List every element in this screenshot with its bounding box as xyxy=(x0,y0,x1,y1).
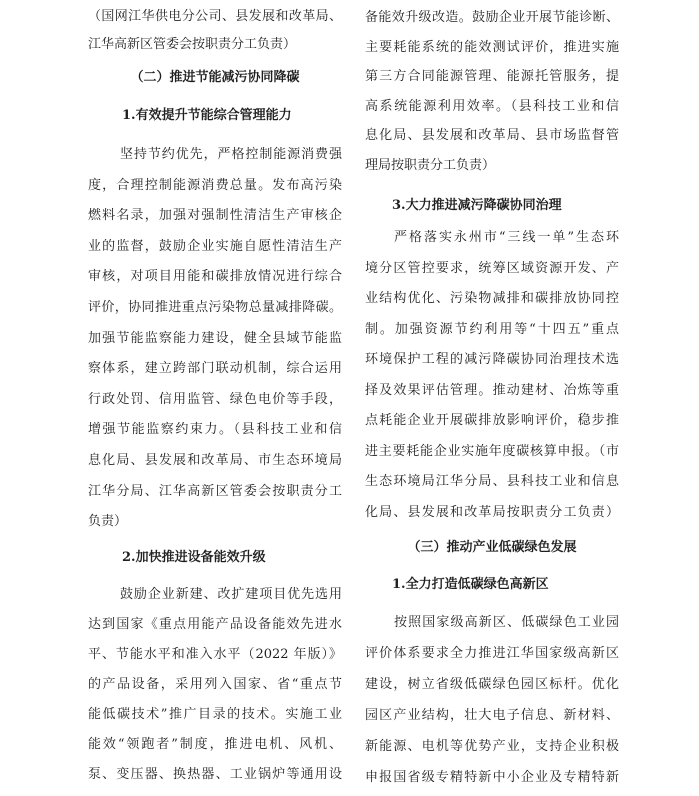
text-line: 业的监督，鼓励企业实施自愿性清洁生产 xyxy=(88,238,342,254)
text-line: 坚持节约优先，严格控制能源消费强 xyxy=(120,147,342,162)
text-line: 达到国家《重点用能产品设备能效先进水 xyxy=(88,616,342,632)
text-line: 江华分局、江华高新区管委会按职责分工 xyxy=(88,483,342,499)
text-line: 建设，树立省级低碳绿色园区标杆。优化 xyxy=(365,677,619,692)
text-line: 行政处罚、信用监管、绿色电价等手段， xyxy=(88,391,342,407)
text-line: 的产品设备，采用列入国家、省“重点节 xyxy=(88,676,342,692)
paragraph xyxy=(88,140,342,538)
text-line: 度，合理控制能源消费总量。发布高污染 xyxy=(88,177,342,193)
text-line: 第三方合同能源管理、能源托管服务，提 xyxy=(365,69,619,84)
text-line: 燃料名录，加强对强制性清洁生产审核企 xyxy=(88,208,342,224)
text-line: 评价，协同推进重点污染物总量减排降碳。 xyxy=(88,299,342,315)
item-title: 3.大力推进减污降碳协同治理 xyxy=(392,198,562,213)
right-column xyxy=(365,3,619,793)
text-line: 鼓励企业新建、改扩建项目优先选用 xyxy=(120,586,342,602)
text-line: 增强节能监察约束力。（县科技工业和信 xyxy=(88,422,342,438)
text-line: 境分区管控要求，统筹区域资源开发、产 xyxy=(365,260,619,276)
text-line: 备能效升级改造。鼓励企业开展节能诊断、 xyxy=(365,10,619,25)
text-line: 点耗能企业开展碳排放影响评价，稳步推 xyxy=(365,413,619,428)
paragraph xyxy=(365,223,619,528)
text-line: 环境保护工程的减污降碳协同治理技术选 xyxy=(365,352,619,367)
left-column xyxy=(88,3,342,790)
section-heading: （二）推进节能减污协同降碳 xyxy=(130,70,300,85)
item-title: 2.加快推进设备能效升级 xyxy=(122,549,266,565)
text-line: （国网江华供电分公司、县发展和改革局、 xyxy=(88,9,342,24)
item-title: 1.有效提升节能综合管理能力 xyxy=(122,108,292,123)
text-line: 理局按职责分工负责） xyxy=(365,157,496,173)
text-line: 择及效果评估管理。推动建材、冶炼等重 xyxy=(365,382,619,398)
text-line: 息化局、县发展和改革局、县市场监督管 xyxy=(365,128,619,143)
text-line: 按照国家级高新区、低碳绿色工业园 xyxy=(394,615,619,630)
text-line: 申报国省级专精特新中小企业及专精特新 xyxy=(365,770,619,785)
text-line: 息化局、县发展和改革局、市生态环境局 xyxy=(88,452,342,468)
text-line: 生态环境局江华分局、县科技工业和信息 xyxy=(365,474,619,489)
text-line: 高系统能源利用效率。（县科技工业和信 xyxy=(365,98,619,114)
text-line: 能低碳技术”推广目录的技术。实施工业 xyxy=(88,706,342,722)
text-line: 评价体系要求全力推进江华国家级高新区 xyxy=(365,646,619,661)
text-line: 审核，对项目用能和碳排放情况进行综合 xyxy=(88,269,342,285)
text-line: 化局、县发展和改革局按职责分工负责） xyxy=(365,504,619,520)
paragraph xyxy=(365,607,619,793)
text-line: 察体系，建立跨部门联动机制，综合运用 xyxy=(88,361,342,377)
text-line: 进主要耗能企业实施年度碳核算申报。（市 xyxy=(365,443,619,459)
text-line: 严格落实永州市“三线一单”生态环 xyxy=(394,230,619,245)
text-line: 江华高新区管委会按职责分工负责） xyxy=(88,37,297,52)
text-line: 泵、变压器、换热器、工业锅炉等通用设 xyxy=(88,766,342,782)
text-line: 新能源、电机等优势产业，支持企业积极 xyxy=(365,739,619,754)
text-line: 能效“领跑者”制度，推进电机、风机、 xyxy=(88,736,342,752)
text-line: 加强节能监察能力建设，健全县域节能监 xyxy=(88,330,342,346)
text-line: 主要耗能系统的能效测试评价，推进实施 xyxy=(365,39,619,55)
text-line: 制。加强资源节约利用等“十四五”重点 xyxy=(365,321,619,337)
continuation-text xyxy=(365,3,619,180)
section-heading: （三）推动产业低碳绿色发展 xyxy=(407,540,577,555)
text-line: 平、节能水平和准入水平（2022 年版）》 xyxy=(88,646,342,662)
text-line: 园区产业结构，壮大电子信息、新材料、 xyxy=(365,708,619,723)
item-title: 1.全力打造低碳绿色高新区 xyxy=(392,577,549,592)
continuation-text xyxy=(88,3,342,59)
paragraph xyxy=(88,580,342,790)
text-line: 负责） xyxy=(88,514,128,530)
text-line: 业结构优化、污染物减排和碳排放协同控 xyxy=(365,291,619,306)
